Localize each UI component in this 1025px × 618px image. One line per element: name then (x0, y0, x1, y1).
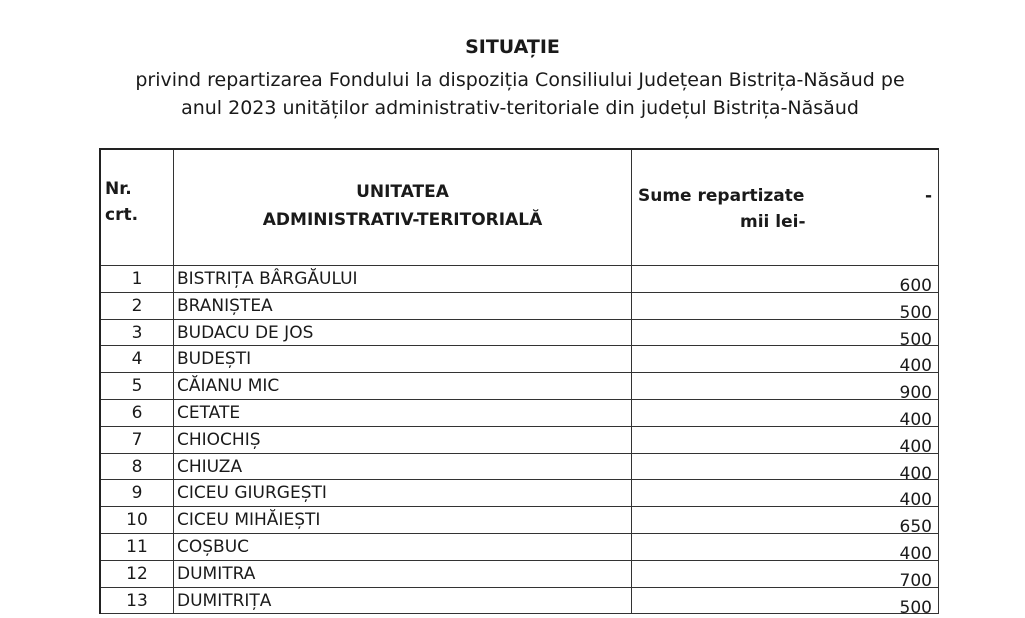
allocation-table (99, 148, 939, 618)
row-unit-name: DUMITRA (174, 561, 632, 587)
header-sum (632, 150, 939, 265)
row-unit-name: COȘBUC (174, 534, 632, 560)
table-row (101, 266, 939, 296)
row-number: 11 (101, 534, 174, 560)
header-nr-crt (101, 150, 174, 265)
row-number: 12 (101, 561, 174, 587)
header-unit (174, 150, 632, 265)
row-number: 5 (101, 373, 174, 399)
header-nr-line1: Nr. (105, 179, 132, 199)
table-row (101, 454, 939, 484)
header-sum-line2: mii lei- (740, 212, 806, 232)
table-row (101, 320, 939, 350)
row-sum: 400 (632, 400, 939, 426)
row-number: 2 (101, 293, 174, 319)
row-unit-name: CĂIANU MIC (174, 373, 632, 399)
header-nr-line2: crt. (105, 205, 139, 225)
row-sum: 500 (632, 293, 939, 319)
row-unit-name: CHIUZA (174, 454, 632, 480)
row-unit-name: CICEU GIURGEȘTI (174, 480, 632, 506)
row-sum: 700 (632, 561, 939, 587)
row-unit-name: CICEU MIHĂIEȘTI (174, 507, 632, 533)
row-number: 9 (101, 480, 174, 506)
table-row (101, 534, 939, 564)
header-sum-line1: Sume repartizate (638, 186, 805, 206)
row-sum: 500 (632, 588, 939, 614)
table-row (101, 427, 939, 457)
row-unit-name: BUDEȘTI (174, 346, 632, 372)
row-sum: 400 (632, 534, 939, 560)
row-number: 6 (101, 400, 174, 426)
table-row (101, 507, 939, 538)
table-row (101, 346, 939, 377)
subtitle-line-2: anul 2023 unităților administrativ-teritoriale din județul Bistrița-Năsăud (181, 97, 859, 119)
header-unit-line2: ADMINISTRATIV-TERITORIALĂ (262, 210, 543, 230)
row-number: 7 (101, 427, 174, 453)
document-subtitle (0, 66, 1025, 122)
table-row (101, 293, 939, 323)
row-number: 8 (101, 454, 174, 480)
table-row (101, 373, 939, 404)
row-sum: 900 (632, 373, 939, 399)
row-sum: 500 (632, 320, 939, 346)
table-body (101, 266, 939, 618)
row-number: 1 (101, 266, 174, 292)
row-sum: 400 (632, 454, 939, 480)
row-unit-name: CHIOCHIȘ (174, 427, 632, 453)
table-row (101, 588, 939, 618)
subtitle-line-1: privind repartizarea Fondului la dispoziția Consiliului Județean Bistrița-Năsăud pe (135, 69, 905, 91)
row-sum: 400 (632, 427, 939, 453)
table-row (101, 400, 939, 430)
row-unit-name: DUMITRIȚA (174, 588, 632, 614)
document-title: SITUAȚIE (465, 36, 560, 58)
row-unit-name: BRANIȘTEA (174, 293, 632, 319)
table-row (101, 561, 939, 591)
row-unit-name: CETATE (174, 400, 632, 426)
row-sum: 400 (632, 346, 939, 372)
row-sum: 600 (632, 266, 939, 292)
row-number: 4 (101, 346, 174, 372)
header-sum-dash: - (924, 186, 932, 206)
row-unit-name: BISTRIȚA BÂRGĂULUI (174, 266, 632, 292)
row-sum: 400 (632, 480, 939, 506)
table-row (101, 480, 939, 511)
row-number: 3 (101, 320, 174, 346)
row-number: 10 (101, 507, 174, 533)
row-unit-name: BUDACU DE JOS (174, 320, 632, 346)
header-unit-line1: UNITATEA (356, 182, 449, 202)
table-header-row (101, 150, 939, 266)
row-sum: 650 (632, 507, 939, 533)
row-number: 13 (101, 588, 174, 614)
